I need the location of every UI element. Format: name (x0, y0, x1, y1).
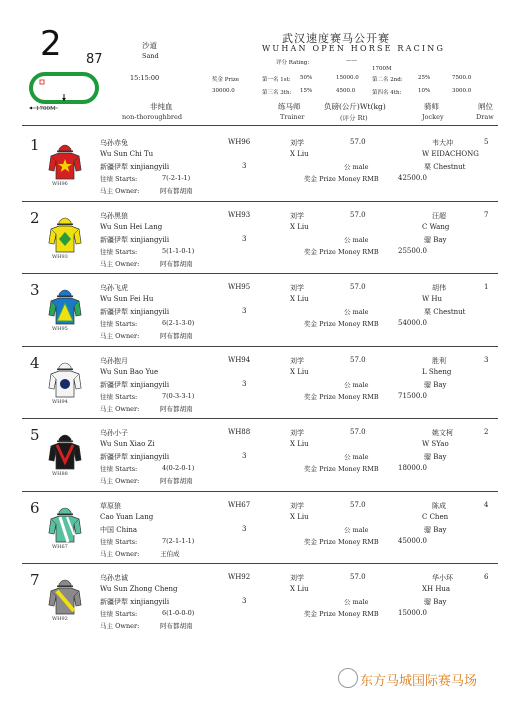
entry-row (0, 569, 520, 641)
trainer-cn: 刘学 (290, 284, 304, 292)
prize-money-label: 奖金 Prize Money RMB (304, 320, 379, 328)
trainer-en: X Liu (290, 295, 309, 303)
jockey-cn: 陈成 (432, 501, 446, 510)
silk-code-small: WH67 (52, 543, 68, 550)
horse-code: WH67 (228, 500, 251, 509)
horse-name-cn: 乌孙赤兔 (100, 139, 128, 147)
trainer-cn: 刘学 (290, 211, 304, 220)
horse-code: WH95 (228, 283, 251, 291)
prize-money: 18000.0 (398, 464, 427, 472)
rating-value: —— (346, 58, 357, 64)
horse-origin: 新疆伊犁 xinjiangyili (100, 163, 170, 171)
prize-money: 25500.0 (398, 246, 427, 255)
starts-value: 4(0-2-0-1) (162, 464, 195, 472)
owner-value: 阿布都胡南 (160, 259, 193, 268)
header-trainer-en: Trainer (280, 113, 305, 121)
prize-money-label: 奖金 Prize Money RMB (304, 175, 379, 183)
draw-number: 6 (484, 573, 489, 581)
trainer-en: X Liu (290, 585, 309, 593)
horse-name-cn: 草原狼 (100, 501, 121, 510)
silk-code-small: WH95 (52, 326, 68, 332)
trainer-en: X Liu (290, 367, 309, 376)
prize-money-label: 奖金 Prize Money RMB (304, 392, 379, 401)
entry-row (0, 497, 520, 569)
entry-number: 3 (30, 281, 40, 299)
race-number: 2 (40, 24, 62, 64)
jockey-cn: 姚文柯 (432, 429, 453, 437)
breed-en: non-thoroughbred (122, 113, 183, 121)
horse-code: WH93 (228, 210, 251, 219)
entry-row (0, 279, 520, 351)
breed-cn: 非纯血 (150, 102, 173, 111)
horse-code: WH94 (228, 355, 251, 364)
horse-name-en: Cao Yuan Lang (100, 512, 154, 521)
race-time: 15:15:00 (130, 74, 160, 82)
entry-number: 4 (30, 353, 40, 372)
coat-color: 骝 Bay (424, 380, 447, 389)
owner-label: 马主 Owner: (100, 477, 140, 485)
horse-name-cn: 乌孙小子 (100, 429, 128, 437)
trainer-cn: 刘学 (290, 356, 304, 365)
row-divider (22, 418, 498, 419)
starts-label: 往绩 Starts: (100, 610, 138, 618)
starts-label: 往绩 Starts: (100, 465, 138, 473)
draw-number: 4 (484, 500, 489, 509)
weight: 57.0 (350, 210, 366, 219)
silk-code-small: WH88 (52, 471, 68, 477)
trainer-en: X Liu (290, 440, 309, 448)
horse-origin: 新疆伊犁 xinjiangyili (100, 308, 170, 316)
starts-label: 往绩 Starts: (100, 175, 138, 183)
place-4-pct: 10% (418, 88, 431, 94)
prize-money: 54000.0 (398, 319, 427, 327)
horse-name-cn: 乌孙飞虎 (100, 284, 128, 292)
entry-row (0, 207, 520, 279)
distance-label: 1700M (372, 66, 392, 72)
owner-value: 阿布都胡南 (160, 332, 193, 340)
draw-number: 7 (484, 210, 489, 219)
horse-name-cn: 乌孙抱月 (100, 356, 128, 365)
jockey-silk-grey-yellow-sash-icon (48, 577, 82, 617)
horse-name-en: Wu Sun Hei Lang (100, 222, 163, 231)
starts-value: 5(1-1-0-1) (162, 246, 195, 255)
header-weight-en: (评分 Rt) (340, 114, 368, 122)
trainer-cn: 刘学 (290, 139, 304, 147)
place-2-pct: 25% (418, 75, 431, 81)
coat-color: 栗 Chestnut (424, 308, 466, 316)
prize-money-label: 奖金 Prize Money RMB (304, 465, 379, 473)
draw-number: 2 (484, 428, 489, 436)
horse-code: WH92 (228, 573, 251, 581)
place-4-label: 第四名 4th: (372, 90, 402, 96)
horse-rating: 3 (242, 307, 247, 315)
horse-name-en: Wu Sun Fei Hu (100, 295, 154, 303)
horse-origin: 新疆伊犁 xinjiangyili (100, 235, 170, 244)
trainer-cn: 刘学 (290, 501, 304, 510)
horse-origin: 中国 China (100, 525, 138, 534)
entry-number: 1 (30, 136, 40, 154)
trainer-en: X Liu (290, 222, 309, 231)
entry-number: 6 (30, 498, 40, 517)
entry-number: 5 (30, 426, 40, 444)
header-draw-en: Draw (476, 113, 494, 121)
owner-value: 阿布都胡南 (160, 187, 193, 195)
horse-origin: 新疆伊犁 xinjiangyili (100, 598, 170, 606)
prize-money-label: 奖金 Prize Money RMB (304, 537, 379, 546)
horse-rating: 3 (242, 162, 247, 170)
silk-code-small: WH92 (52, 616, 68, 622)
jockey-silk-yellow-green-diamond-icon (48, 215, 82, 255)
draw-number: 1 (484, 283, 489, 291)
coat-color: 骝 Bay (424, 235, 447, 244)
jockey-cn: 胡伟 (432, 284, 446, 292)
prize-money: 15000.0 (398, 609, 427, 617)
jockey-silk-red-yellow-star-icon (48, 142, 82, 182)
gender-label: 公 male (344, 235, 369, 244)
coat-color: 栗 Chestnut (424, 163, 466, 171)
jockey-en: W EIDACHONG (422, 150, 479, 158)
prize-money-label: 奖金 Prize Money RMB (304, 247, 379, 256)
horse-origin: 新疆伊犁 xinjiangyili (100, 453, 170, 461)
row-divider (22, 563, 498, 564)
prize-label: 奖金 Prize (212, 77, 239, 83)
gender-label: 公 male (344, 453, 369, 461)
owner-value: 阿布都胡南 (160, 477, 193, 485)
place-4-amount: 3000.0 (452, 88, 472, 94)
entry-number: 7 (30, 571, 40, 589)
race-title-en: WUHAN OPEN HORSE RACING (262, 44, 446, 53)
watermark-text: 东方马城国际赛马场 (360, 674, 478, 689)
silk-code-small: WH94 (52, 398, 68, 405)
header-draw-cn: 闸位 (478, 102, 493, 111)
horse-rating: 3 (242, 452, 247, 460)
gender-label: 公 male (344, 525, 369, 534)
gender-label: 公 male (344, 163, 369, 171)
jockey-silk-black-red-chevron-icon (48, 432, 82, 472)
jockey-en: L Sheng (422, 367, 452, 376)
place-2-label: 第二名 2nd: (372, 77, 403, 83)
silk-code-small: WH93 (52, 253, 68, 260)
prize-money: 45000.0 (398, 536, 427, 545)
jockey-cn: 胜利 (432, 356, 446, 365)
prize-money: 71500.0 (398, 391, 427, 400)
owner-value: 阿布都胡南 (160, 404, 193, 413)
coat-color: 骝 Bay (424, 598, 447, 606)
jockey-cn: 华小环 (432, 574, 453, 582)
starts-value: 7(-2-1-1) (162, 174, 191, 182)
owner-label: 马主 Owner: (100, 549, 140, 558)
weight: 57.0 (350, 500, 366, 509)
header-weight-cn: 负磅(公斤)Wt(kg) (324, 102, 386, 111)
starts-value: 7(0-3-3-1) (162, 391, 195, 400)
rating-label: 评分 Rating: (276, 60, 310, 66)
place-3-pct: 15% (300, 88, 313, 94)
race-badge-number: 87 (86, 52, 103, 67)
weight: 57.0 (350, 355, 366, 364)
trainer-cn: 刘学 (290, 574, 304, 582)
race-title-cn: 武汉速度赛马公开赛 (282, 32, 390, 45)
horse-origin: 新疆伊犁 xinjiangyili (100, 380, 170, 389)
place-3-amount: 4500.0 (336, 88, 356, 94)
horse-name-cn: 乌孙黑狼 (100, 211, 128, 220)
starts-label: 往绩 Starts: (100, 247, 138, 256)
weight: 57.0 (350, 138, 366, 146)
entry-row (0, 134, 520, 206)
jockey-en: W SYao (422, 440, 449, 448)
prize-money: 42500.0 (398, 174, 427, 182)
jockey-silk-blue-green-triangle-icon (48, 287, 82, 327)
surface-en: Sand (142, 52, 159, 60)
header-trainer-cn: 练马师 (278, 102, 301, 111)
entry-row (0, 352, 520, 424)
track-length-label: 1700M (36, 106, 56, 112)
trainer-en: X Liu (290, 512, 309, 521)
horse-rating: 3 (242, 379, 247, 388)
place-1-amount: 15000.0 (336, 75, 359, 81)
place-2-amount: 7500.0 (452, 75, 472, 81)
row-divider (22, 491, 498, 492)
starts-value: 6(1-0-0-0) (162, 609, 195, 617)
place-1-pct: 50% (300, 75, 313, 81)
draw-number: 3 (484, 355, 489, 364)
jockey-en: C Wang (422, 222, 450, 231)
coat-color: 骝 Bay (424, 525, 447, 534)
owner-label: 马主 Owner: (100, 259, 140, 268)
draw-number: 5 (484, 138, 489, 146)
horse-rating: 3 (242, 234, 247, 243)
jockey-en: XH Hua (422, 585, 451, 593)
gender-label: 公 male (344, 380, 369, 389)
horse-name-cn: 乌孙忠诚 (100, 574, 128, 582)
weight: 57.0 (350, 573, 366, 581)
horse-rating: 3 (242, 524, 247, 533)
owner-label: 马主 Owner: (100, 622, 140, 630)
row-divider (22, 201, 498, 202)
place-1-label: 第一名 1st: (262, 77, 291, 83)
owner-label: 马主 Owner: (100, 332, 140, 340)
gender-label: 公 male (344, 308, 369, 316)
horse-name-en: Wu Sun Chi Tu (100, 150, 154, 158)
starts-value: 6(2-1-3-0) (162, 319, 195, 327)
jockey-cn: 汪超 (432, 211, 446, 220)
starts-label: 往绩 Starts: (100, 320, 138, 328)
prize-money-label: 奖金 Prize Money RMB (304, 610, 379, 618)
trainer-cn: 刘学 (290, 429, 304, 437)
horse-code: WH88 (228, 428, 251, 436)
starts-label: 往绩 Starts: (100, 392, 138, 401)
surface-cn: 沙道 (142, 41, 157, 50)
jockey-en: W Hu (422, 295, 443, 303)
jockey-silk-mint-white-stripe-icon (48, 505, 82, 545)
row-divider (22, 273, 498, 274)
horse-name-en: Wu Sun Zhong Cheng (100, 585, 178, 593)
weight: 57.0 (350, 283, 366, 291)
horse-name-en: Wu Sun Xiao Zi (100, 440, 155, 448)
owner-value: 王伯成 (160, 549, 180, 558)
place-3-label: 第三名 3th: (262, 90, 292, 96)
jockey-cn: 韦大冲 (432, 139, 453, 147)
entry-row (0, 424, 520, 496)
header-jockey-en: Jockey (422, 113, 444, 121)
horse-code: WH96 (228, 138, 251, 146)
owner-label: 马主 Owner: (100, 187, 140, 195)
header-jockey-cn: 骑师 (424, 102, 439, 111)
owner-value: 阿布都胡南 (160, 622, 193, 630)
jockey-silk-white-blue-dot-icon (48, 360, 82, 400)
coat-color: 骝 Bay (424, 453, 447, 461)
entry-number: 2 (30, 208, 40, 227)
horse-name-en: Wu Sun Bao Yue (100, 367, 159, 376)
wechat-logo-icon (338, 668, 358, 688)
starts-value: 7(2-1-1-1) (162, 536, 195, 545)
owner-label: 马主 Owner: (100, 404, 140, 413)
silk-code-small: WH96 (52, 181, 68, 187)
horse-rating: 3 (242, 597, 247, 605)
jockey-en: C Chen (422, 512, 449, 521)
gender-label: 公 male (344, 598, 369, 606)
weight: 57.0 (350, 428, 366, 436)
starts-label: 往绩 Starts: (100, 537, 138, 546)
row-divider (22, 346, 498, 347)
prize-total: 30000.0 (212, 88, 235, 94)
trainer-en: X Liu (290, 150, 309, 158)
